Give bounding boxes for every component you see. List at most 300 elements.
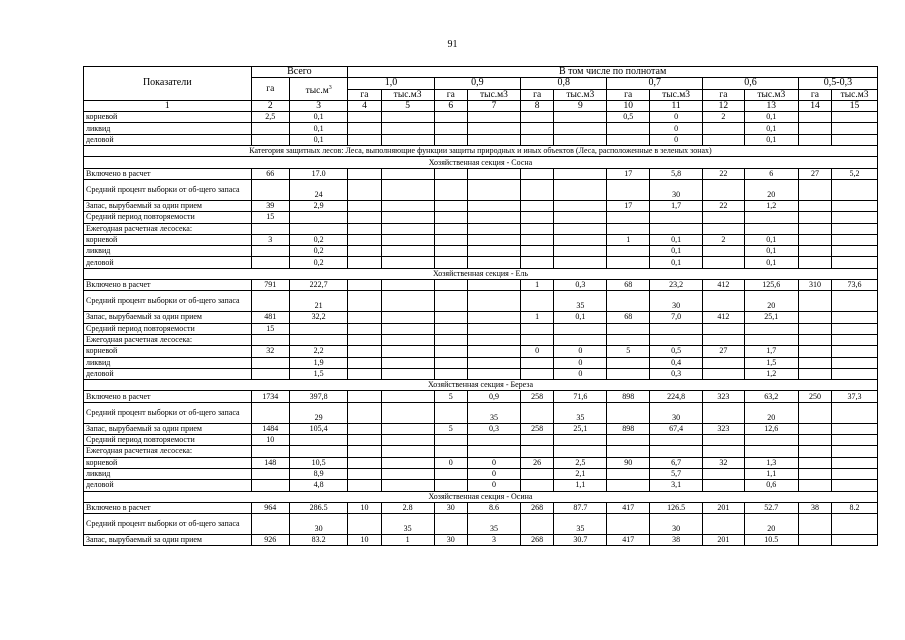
table-cell bbox=[521, 179, 554, 200]
table-cell: 30 bbox=[650, 179, 703, 200]
table-cell: 1 bbox=[607, 234, 650, 245]
table-cell bbox=[467, 123, 520, 134]
table-cell: 125,6 bbox=[744, 280, 798, 291]
table-cell bbox=[832, 368, 878, 379]
header-unit-ha: га bbox=[607, 89, 650, 100]
table-cell bbox=[798, 368, 831, 379]
table-cell: 37,3 bbox=[832, 391, 878, 402]
table-cell: 10 bbox=[348, 502, 381, 513]
table-cell bbox=[348, 200, 381, 211]
row-label: деловой bbox=[84, 368, 252, 379]
table-row bbox=[84, 423, 878, 434]
table-cell: 0,1 bbox=[744, 234, 798, 245]
table-cell bbox=[607, 223, 650, 234]
table-cell: 2 bbox=[703, 234, 745, 245]
table-cell bbox=[290, 446, 348, 457]
table-cell bbox=[832, 346, 878, 357]
table-cell bbox=[607, 134, 650, 145]
table-cell: 224,8 bbox=[650, 391, 703, 402]
table-cell bbox=[467, 280, 520, 291]
table-cell: 6 bbox=[744, 168, 798, 179]
table-cell bbox=[467, 246, 520, 257]
table-cell bbox=[348, 134, 381, 145]
table-cell bbox=[798, 423, 831, 434]
table-cell bbox=[467, 223, 520, 234]
table-cell bbox=[798, 291, 831, 312]
table-cell bbox=[381, 168, 434, 179]
table-cell bbox=[798, 514, 831, 535]
table-cell bbox=[703, 291, 745, 312]
table-cell bbox=[798, 223, 831, 234]
table-cell: 10,5 bbox=[290, 457, 348, 468]
table-cell: 38 bbox=[798, 502, 831, 513]
table-cell bbox=[832, 480, 878, 491]
table-cell bbox=[381, 323, 434, 334]
table-cell: 8,9 bbox=[290, 468, 348, 479]
table-cell bbox=[290, 334, 348, 345]
row-label: Включено в расчет bbox=[84, 391, 252, 402]
table-cell bbox=[832, 291, 878, 312]
table-row bbox=[84, 223, 878, 234]
table-cell bbox=[348, 257, 381, 268]
table-cell bbox=[434, 435, 467, 446]
table-cell bbox=[251, 123, 290, 134]
row-label: ликвид bbox=[84, 468, 252, 479]
table-cell bbox=[703, 323, 745, 334]
table-cell bbox=[832, 535, 878, 546]
table-cell bbox=[521, 480, 554, 491]
table-cell bbox=[832, 334, 878, 345]
table-cell bbox=[798, 312, 831, 323]
table-cell bbox=[290, 435, 348, 446]
table-cell bbox=[348, 357, 381, 368]
table-cell bbox=[434, 346, 467, 357]
table-cell bbox=[521, 200, 554, 211]
section-title: Хозяйственная секция - Береза bbox=[84, 380, 878, 391]
table-cell bbox=[434, 168, 467, 179]
table-cell: 30 bbox=[650, 291, 703, 312]
table-cell bbox=[348, 291, 381, 312]
table-cell bbox=[434, 480, 467, 491]
column-number: 2 bbox=[251, 100, 290, 111]
table-cell bbox=[348, 280, 381, 291]
section-title: Хозяйственная секция - Сосна bbox=[84, 157, 878, 168]
table-cell bbox=[521, 212, 554, 223]
table-cell: 3 bbox=[467, 535, 520, 546]
table-cell: 0,1 bbox=[290, 134, 348, 145]
table-cell bbox=[381, 280, 434, 291]
row-label: Запас, вырубаемый за один прием bbox=[84, 200, 252, 211]
table-cell bbox=[554, 223, 607, 234]
table-cell: 791 bbox=[251, 280, 290, 291]
table-cell: 35 bbox=[554, 291, 607, 312]
table-cell bbox=[798, 468, 831, 479]
table-cell bbox=[381, 435, 434, 446]
table-cell: 323 bbox=[703, 391, 745, 402]
table-cell bbox=[521, 514, 554, 535]
table-cell bbox=[348, 457, 381, 468]
table-cell bbox=[554, 446, 607, 457]
table-cell bbox=[607, 514, 650, 535]
header-density: 0,6 bbox=[703, 78, 799, 89]
table-cell: 0 bbox=[650, 134, 703, 145]
table-cell: 0,9 bbox=[467, 391, 520, 402]
table-cell: 0,1 bbox=[650, 234, 703, 245]
table-cell: 17 bbox=[607, 168, 650, 179]
table-cell bbox=[434, 200, 467, 211]
table-cell: 12,6 bbox=[744, 423, 798, 434]
column-number: 10 bbox=[607, 100, 650, 111]
table-cell: 5,8 bbox=[650, 168, 703, 179]
table-cell bbox=[467, 346, 520, 357]
table-cell bbox=[381, 423, 434, 434]
table-cell: 87.7 bbox=[554, 502, 607, 513]
section-title: Хозяйственная секция - Осина bbox=[84, 491, 878, 502]
section-row bbox=[84, 157, 878, 168]
table-cell bbox=[348, 368, 381, 379]
table-cell bbox=[381, 234, 434, 245]
table-cell bbox=[798, 402, 831, 423]
section-row bbox=[84, 146, 878, 157]
table-cell: 0 bbox=[554, 368, 607, 379]
table-cell bbox=[381, 223, 434, 234]
row-label: деловой bbox=[84, 480, 252, 491]
header-density: 0,5-0,3 bbox=[798, 78, 877, 89]
table-cell: 2,1 bbox=[554, 468, 607, 479]
table-cell: 35 bbox=[381, 514, 434, 535]
table-cell bbox=[832, 446, 878, 457]
header-unit-ha: га bbox=[348, 89, 381, 100]
table-cell: 0,1 bbox=[744, 112, 798, 123]
table-cell: 0,3 bbox=[554, 280, 607, 291]
row-label: Средний процент выборки от об-щего запаса bbox=[84, 514, 252, 535]
table-cell bbox=[703, 468, 745, 479]
table-cell bbox=[703, 134, 745, 145]
table-cell: 32 bbox=[703, 457, 745, 468]
row-label: Ежегодная расчетная лесосека: bbox=[84, 223, 252, 234]
table-cell bbox=[381, 112, 434, 123]
table-cell: 258 bbox=[521, 423, 554, 434]
table-cell: 3 bbox=[251, 234, 290, 245]
table-cell: 66 bbox=[251, 168, 290, 179]
table-cell bbox=[650, 223, 703, 234]
table-cell: 1,2 bbox=[744, 200, 798, 211]
table-row bbox=[84, 480, 878, 491]
table-cell bbox=[832, 323, 878, 334]
table-cell bbox=[554, 168, 607, 179]
table-cell bbox=[703, 446, 745, 457]
table-cell bbox=[744, 323, 798, 334]
table-row bbox=[84, 514, 878, 535]
table-cell bbox=[467, 446, 520, 457]
table-cell bbox=[744, 212, 798, 223]
table-cell: 105,4 bbox=[290, 423, 348, 434]
table-cell bbox=[467, 368, 520, 379]
row-label: Ежегодная расчетная лесосека: bbox=[84, 446, 252, 457]
table-cell: 22 bbox=[703, 168, 745, 179]
table-cell: 222,7 bbox=[290, 280, 348, 291]
table-cell bbox=[798, 323, 831, 334]
table-cell: 23,2 bbox=[650, 280, 703, 291]
table-cell bbox=[703, 514, 745, 535]
table-cell: 20 bbox=[744, 179, 798, 200]
column-number-row bbox=[84, 100, 878, 111]
column-number: 3 bbox=[290, 100, 348, 111]
table-cell bbox=[607, 480, 650, 491]
table-cell bbox=[798, 435, 831, 446]
table-cell: 5,2 bbox=[832, 168, 878, 179]
table-cell bbox=[251, 334, 290, 345]
table-cell: 2 bbox=[703, 112, 745, 123]
table-cell bbox=[554, 200, 607, 211]
table-cell: 15 bbox=[251, 212, 290, 223]
table-cell bbox=[832, 312, 878, 323]
table-cell bbox=[381, 246, 434, 257]
forest-table bbox=[83, 66, 878, 546]
table-cell bbox=[381, 346, 434, 357]
table-cell: 0,4 bbox=[650, 357, 703, 368]
table-cell bbox=[832, 246, 878, 257]
table-cell bbox=[434, 357, 467, 368]
table-cell: 63,2 bbox=[744, 391, 798, 402]
table-cell: 201 bbox=[703, 535, 745, 546]
table-cell bbox=[434, 223, 467, 234]
table-cell bbox=[607, 446, 650, 457]
row-label: ликвид bbox=[84, 123, 252, 134]
table-cell: 35 bbox=[467, 514, 520, 535]
table-cell bbox=[521, 168, 554, 179]
table-cell: 38 bbox=[650, 535, 703, 546]
table-cell: 1484 bbox=[251, 423, 290, 434]
table-cell bbox=[434, 234, 467, 245]
table-cell bbox=[798, 212, 831, 223]
header-unit-volume: тыс.м3 bbox=[744, 89, 798, 100]
table-cell: 83.2 bbox=[290, 535, 348, 546]
table-cell: 8.2 bbox=[832, 502, 878, 513]
table-cell bbox=[251, 368, 290, 379]
table-cell bbox=[521, 291, 554, 312]
table-cell: 268 bbox=[521, 535, 554, 546]
table-cell bbox=[434, 446, 467, 457]
table-cell bbox=[467, 357, 520, 368]
table-cell bbox=[554, 234, 607, 245]
table-cell bbox=[251, 246, 290, 257]
table-cell bbox=[251, 223, 290, 234]
table-cell: 35 bbox=[554, 402, 607, 423]
table-cell bbox=[521, 446, 554, 457]
table-cell bbox=[832, 123, 878, 134]
table-cell bbox=[607, 291, 650, 312]
table-cell bbox=[467, 257, 520, 268]
table-cell: 8.6 bbox=[467, 502, 520, 513]
table-cell bbox=[832, 435, 878, 446]
table-cell: 1 bbox=[381, 535, 434, 546]
table-cell bbox=[798, 535, 831, 546]
row-label: Включено в расчет bbox=[84, 168, 252, 179]
table-cell: 0,1 bbox=[290, 123, 348, 134]
table-cell: 22 bbox=[703, 200, 745, 211]
table-cell bbox=[381, 291, 434, 312]
row-label: Включено в расчет bbox=[84, 280, 252, 291]
row-label: ликвид bbox=[84, 246, 252, 257]
table-cell bbox=[251, 514, 290, 535]
row-label: ликвид bbox=[84, 357, 252, 368]
table-cell bbox=[607, 323, 650, 334]
table-cell bbox=[290, 323, 348, 334]
table-cell bbox=[434, 514, 467, 535]
header-total-volume: $тыс.м^3$ bbox=[290, 78, 348, 101]
table-cell bbox=[832, 423, 878, 434]
table-cell: 35 bbox=[554, 514, 607, 535]
table-cell bbox=[434, 291, 467, 312]
table-cell: 250 bbox=[798, 391, 831, 402]
table-cell bbox=[381, 391, 434, 402]
table-cell bbox=[798, 112, 831, 123]
table-row bbox=[84, 134, 878, 145]
row-label: корневой bbox=[84, 457, 252, 468]
table-cell bbox=[521, 334, 554, 345]
table-cell bbox=[251, 446, 290, 457]
column-number: 15 bbox=[832, 100, 878, 111]
table-cell bbox=[348, 323, 381, 334]
table-cell bbox=[554, 179, 607, 200]
table-cell bbox=[348, 168, 381, 179]
table-cell: 71,6 bbox=[554, 391, 607, 402]
table-cell bbox=[798, 446, 831, 457]
table-cell bbox=[703, 368, 745, 379]
table-cell bbox=[348, 514, 381, 535]
table-cell: 1 bbox=[521, 280, 554, 291]
table-cell bbox=[554, 212, 607, 223]
table-cell bbox=[650, 323, 703, 334]
table-row bbox=[84, 391, 878, 402]
table-cell: 68 bbox=[607, 280, 650, 291]
header-unit-ha: га bbox=[521, 89, 554, 100]
table-cell bbox=[381, 480, 434, 491]
table-cell bbox=[554, 112, 607, 123]
table-cell bbox=[521, 246, 554, 257]
table-cell: 20 bbox=[744, 291, 798, 312]
table-cell bbox=[434, 280, 467, 291]
table-cell: 39 bbox=[251, 200, 290, 211]
table-cell bbox=[798, 357, 831, 368]
table-cell: 0 bbox=[434, 457, 467, 468]
table-cell bbox=[554, 257, 607, 268]
table-cell bbox=[798, 334, 831, 345]
table-cell bbox=[467, 212, 520, 223]
table-cell: 1,5 bbox=[744, 357, 798, 368]
table-cell bbox=[381, 357, 434, 368]
table-cell: 148 bbox=[251, 457, 290, 468]
table-cell bbox=[434, 368, 467, 379]
row-label: Средний период повторяемости bbox=[84, 212, 252, 223]
row-label: Запас, вырубаемый за один прием bbox=[84, 423, 252, 434]
table-row bbox=[84, 535, 878, 546]
table-cell bbox=[381, 334, 434, 345]
table-cell bbox=[348, 346, 381, 357]
column-number: 9 bbox=[554, 100, 607, 111]
row-label: Включено в расчет bbox=[84, 502, 252, 513]
table-cell: 0,6 bbox=[744, 480, 798, 491]
table-cell: 21 bbox=[290, 291, 348, 312]
table-cell: 5 bbox=[434, 391, 467, 402]
table-cell: 30.7 bbox=[554, 535, 607, 546]
header-density: 1,0 bbox=[348, 78, 434, 89]
table-cell bbox=[381, 212, 434, 223]
header-unit-volume: тыс.м3 bbox=[832, 89, 878, 100]
table-cell: 0 bbox=[650, 112, 703, 123]
table-cell bbox=[381, 468, 434, 479]
table-cell: 898 bbox=[607, 391, 650, 402]
table-row bbox=[84, 168, 878, 179]
table-cell: 1 bbox=[521, 312, 554, 323]
table-row bbox=[84, 502, 878, 513]
header-unit-volume: тыс.м3 bbox=[381, 89, 434, 100]
column-number: 14 bbox=[798, 100, 831, 111]
table-row bbox=[84, 234, 878, 245]
table-cell: 0,1 bbox=[650, 257, 703, 268]
table-cell bbox=[434, 257, 467, 268]
table-cell bbox=[381, 200, 434, 211]
table-cell: 5 bbox=[607, 346, 650, 357]
table-cell bbox=[348, 179, 381, 200]
table-row bbox=[84, 212, 878, 223]
table-cell: 15 bbox=[251, 323, 290, 334]
table-cell bbox=[798, 457, 831, 468]
row-label: Запас, вырубаемый за один прием bbox=[84, 312, 252, 323]
table-cell bbox=[798, 200, 831, 211]
table-cell bbox=[703, 334, 745, 345]
table-cell bbox=[251, 402, 290, 423]
table-cell: 32 bbox=[251, 346, 290, 357]
table-cell: 30 bbox=[434, 535, 467, 546]
table-cell bbox=[434, 468, 467, 479]
table-cell bbox=[744, 334, 798, 345]
table-cell: 0,1 bbox=[744, 246, 798, 257]
table-cell bbox=[348, 312, 381, 323]
table-cell bbox=[798, 179, 831, 200]
table-cell bbox=[832, 200, 878, 211]
table-cell bbox=[381, 368, 434, 379]
table-cell bbox=[703, 212, 745, 223]
column-number: 6 bbox=[434, 100, 467, 111]
table-cell: 201 bbox=[703, 502, 745, 513]
table-cell bbox=[348, 468, 381, 479]
table-cell bbox=[554, 435, 607, 446]
table-cell bbox=[467, 134, 520, 145]
table-cell bbox=[607, 435, 650, 446]
column-number: 4 bbox=[348, 100, 381, 111]
table-cell bbox=[650, 435, 703, 446]
table-cell: 258 bbox=[521, 391, 554, 402]
table-row bbox=[84, 112, 878, 123]
table-cell bbox=[832, 234, 878, 245]
table-cell: 0,2 bbox=[290, 257, 348, 268]
table-cell: 25,1 bbox=[554, 423, 607, 434]
table-cell bbox=[467, 334, 520, 345]
table-row bbox=[84, 257, 878, 268]
table-cell: 35 bbox=[467, 402, 520, 423]
table-cell: 417 bbox=[607, 502, 650, 513]
table-cell bbox=[607, 246, 650, 257]
table-cell bbox=[467, 312, 520, 323]
header-unit-volume: тыс.м3 bbox=[467, 89, 520, 100]
table-cell bbox=[607, 123, 650, 134]
table-cell bbox=[607, 402, 650, 423]
table-cell bbox=[251, 468, 290, 479]
table-cell bbox=[832, 468, 878, 479]
table-cell: 0 bbox=[650, 123, 703, 134]
